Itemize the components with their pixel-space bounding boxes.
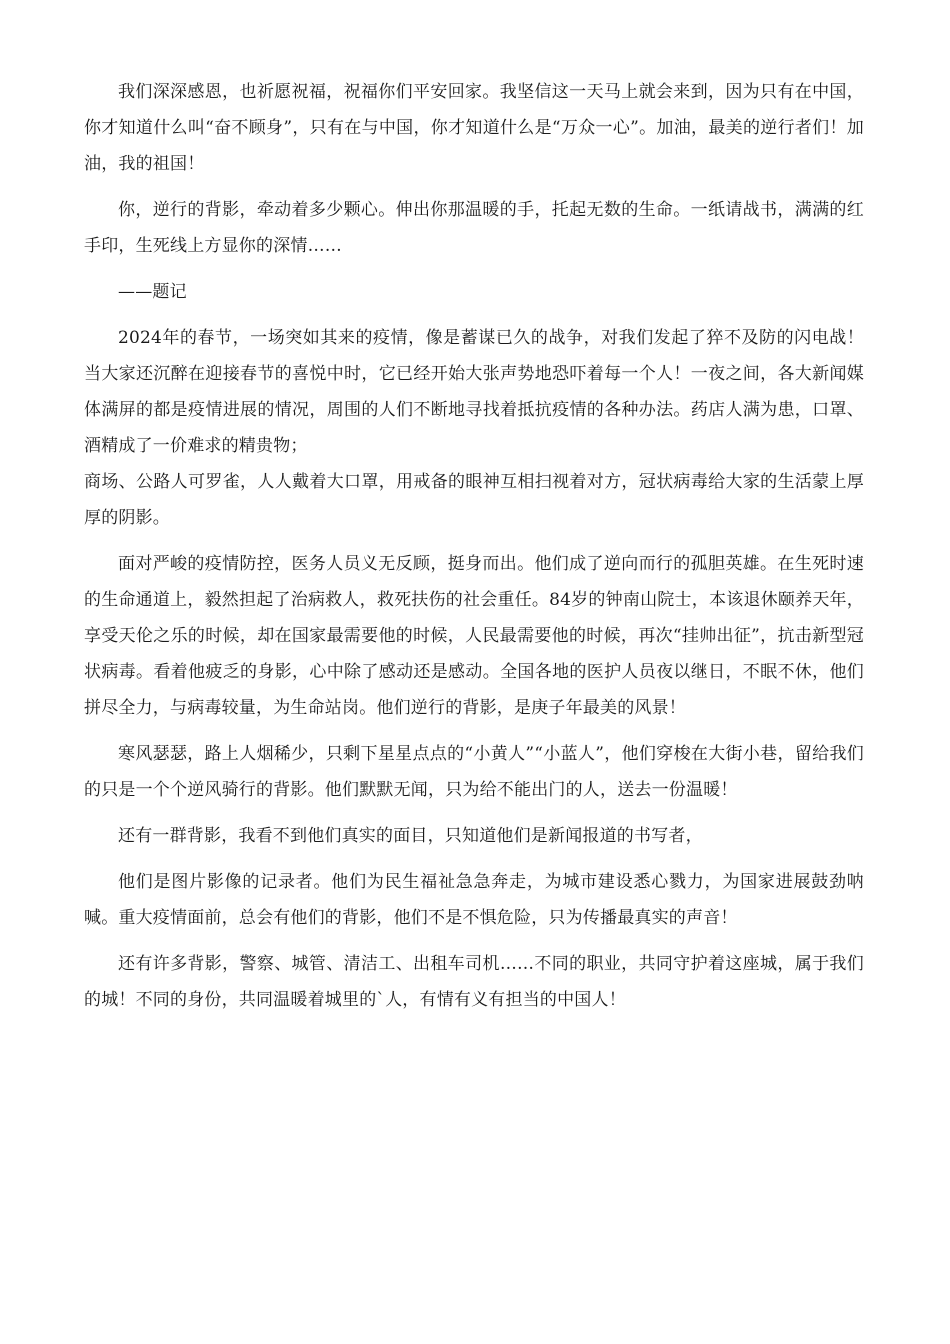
paragraph-gratitude: 我们深深感恩，也祈愿祝福，祝福你们平安回家。我坚信这一天马上就会来到，因为只有在中国，你才知道什么叫“奋不顾身”，只有在与中国，你才知道什么是“万众一心”。加油，最美的逆行者们！加油，我的祖国！ [84, 82, 864, 174]
paragraph-journalists-intro: 还有一群背影，我看不到他们真实的面目，只知道他们是新闻报道的书写者， [118, 826, 703, 846]
paragraph-delivery-riders: 寒风瑟瑟，路上人烟稀少，只剩下星星点点的“小黄人”“小蓝人”，他们穿梭在大街小巷，留给我们的只是一个个逆风骑行的背影。他们默默无闻，只为给不能出门的人，送去一份温暖！ [84, 744, 864, 800]
paragraph-medical-workers: 面对严峻的疫情防控，医务人员义无反顾，挺身而出。他们成了逆向而行的孤胆英雄。在生死时速的生命通道上，毅然担起了治病救人，救死扶伤的社会重任。84岁的钟南山院士，本该退休颐养天年，享受天伦之乐的时候，却在国家最需要他的时候，人民最需要他的时候，再次“挂帅出征”，抗击新型冠状病毒。看着他疲乏的身影，心中除了感动还是感动。全国各地的医护人员夜以继日，不眠不休，他们拼尽全力，与病毒较量，为生命站岗。他们逆行的背影，是庚子年最美的风景！ [84, 554, 864, 718]
paragraph-other-workers: 还有许多背影，警察、城管、清洁工、出租车司机……不同的职业，共同守护着这座城，属于我们的城！不同的身份，共同温暖着城里的`人，有情有义有担当的中国人！ [84, 954, 864, 1010]
document-page [84, 74, 864, 1028]
paragraph-spring-festival: 2024年的春节，一场突如其来的疫情，像是蓄谋已久的战争，对我们发起了猝不及防的闪电战！当大家还沉醉在迎接春节的喜悦中时，它已经开始大张声势地恐吓着每一个人！一夜之间，各大新闻媒体满屏的都是疫情进展的情况，周围的人们不断地寻找着抵抗疫情的各种办法。药店人满为患，口罩、酒精成了一价难求的精贵物； [84, 328, 864, 456]
epigraph-attribution: ——题记 [118, 282, 187, 302]
paragraph-epigraph: 你，逆行的背影，牵动着多少颗心。伸出你那温暖的手，托起无数的生命。一纸请战书，满满的红手印，生死线上方显你的深情…… [84, 200, 864, 256]
paragraph-spring-festival-continued: 商场、公路人可罗雀，人人戴着大口罩，用戒备的眼神互相扫视着对方，冠状病毒给大家的生活蒙上厚厚的阴影。 [84, 472, 864, 528]
paragraph-journalists: 他们是图片影像的记录者。他们为民生福祉急急奔走，为城市建设悉心戮力，为国家进展鼓劲呐喊。重大疫情面前，总会有他们的背影，他们不是不惧危险，只为传播最真实的声音！ [84, 872, 864, 928]
